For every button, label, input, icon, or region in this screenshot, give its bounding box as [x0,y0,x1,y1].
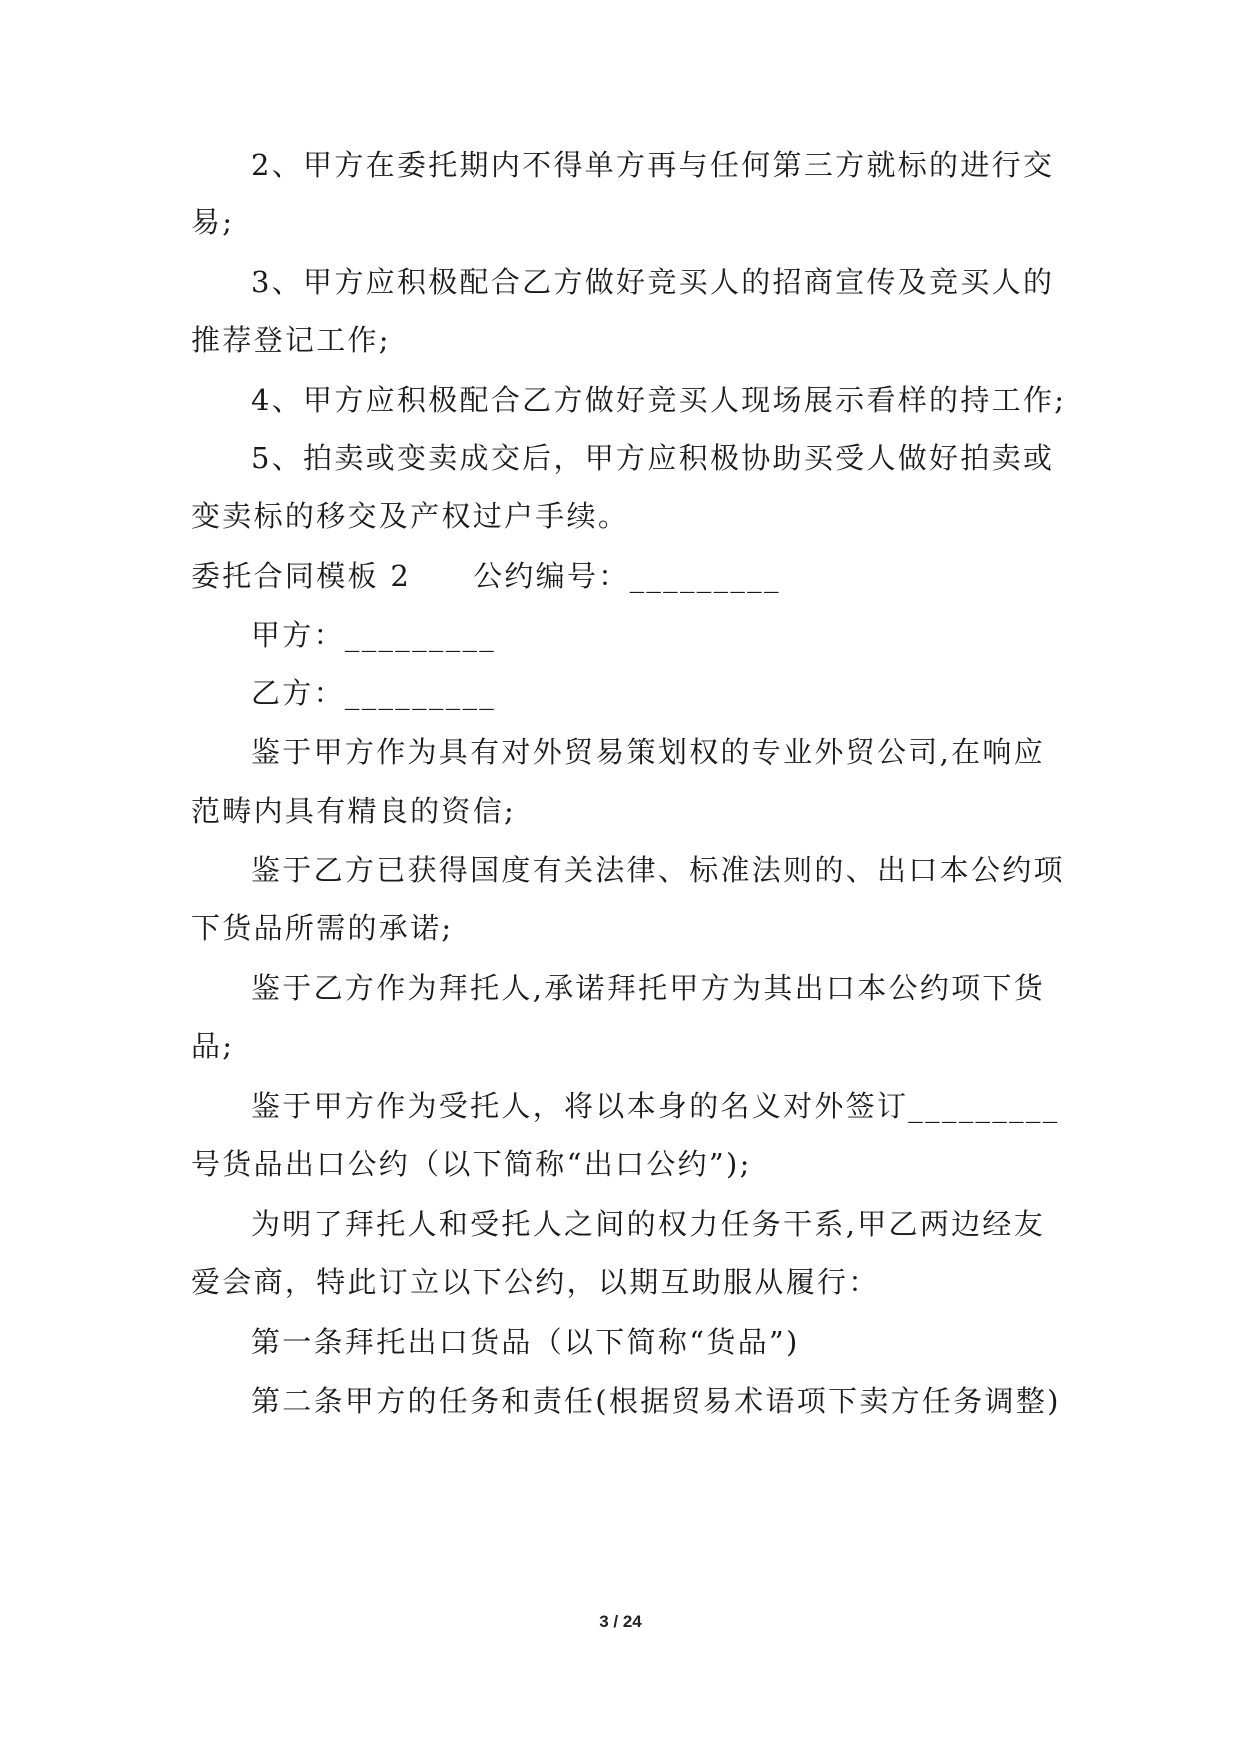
paragraph-line: 第二条甲方的任务和责任(根据贸易术语项下卖方任务调整) [251,1384,1061,1418]
paragraph-line: 变卖标的移交及产权过户手续。 [191,499,630,533]
paragraph-line: 第一条拜托出口货品（以下简称“货品”) [251,1325,800,1359]
paragraph-line: 易; [191,205,235,239]
paragraph-line: 5、拍卖或变卖成交后，甲方应积极协助买受人做好拍卖或 [251,441,1055,475]
paragraph-line: 范畴内具有精良的资信; [191,794,517,828]
paragraph-line: 3、甲方应积极配合乙方做好竞买人的招商宣传及竞买人的 [251,265,1055,299]
paragraph-line: 鉴于甲方作为具有对外贸易策划权的专业外贸公司,在响应 [251,735,1046,769]
paragraph-line: 鉴于乙方已获得国度有关法律、标准法则的、出口本公约项 [251,853,1065,887]
party-a-line: 甲方：_________ [251,618,497,652]
paragraph-line: 爱会商，特此订立以下公约，以期互助服从履行： [191,1265,880,1299]
contract-header-line [191,558,781,594]
paragraph-line: 2、甲方在委托期内不得单方再与任何第三方就标的进行交 [251,148,1055,182]
paragraph-line: 号货品出口公约（以下简称“出口公约”); [191,1147,752,1181]
contract-number: 公约编号：_________ [473,559,781,593]
paragraph-line: 为明了拜托人和受托人之间的权力任务干系,甲乙两边经友 [251,1207,1046,1241]
party-b-line: 乙方：_________ [251,676,497,710]
paragraph-line: 下货品所需的承诺; [191,911,454,945]
paragraph-line: 鉴于乙方作为拜托人,承诺拜托甲方为其出口本公约项下货 [251,971,1046,1005]
paragraph-line: 鉴于甲方作为受托人，将以本身的名义对外签订_________ [251,1089,1060,1123]
page-number: 3 / 24 [599,1612,642,1631]
paragraph-line: 4、甲方应积极配合乙方做好竞买人现场展示看样的持工作; [251,383,1067,417]
paragraph-line: 品; [191,1029,235,1063]
paragraph-line: 推荐登记工作; [191,323,391,357]
contract-title: 委托合同模板 2 [191,559,412,593]
